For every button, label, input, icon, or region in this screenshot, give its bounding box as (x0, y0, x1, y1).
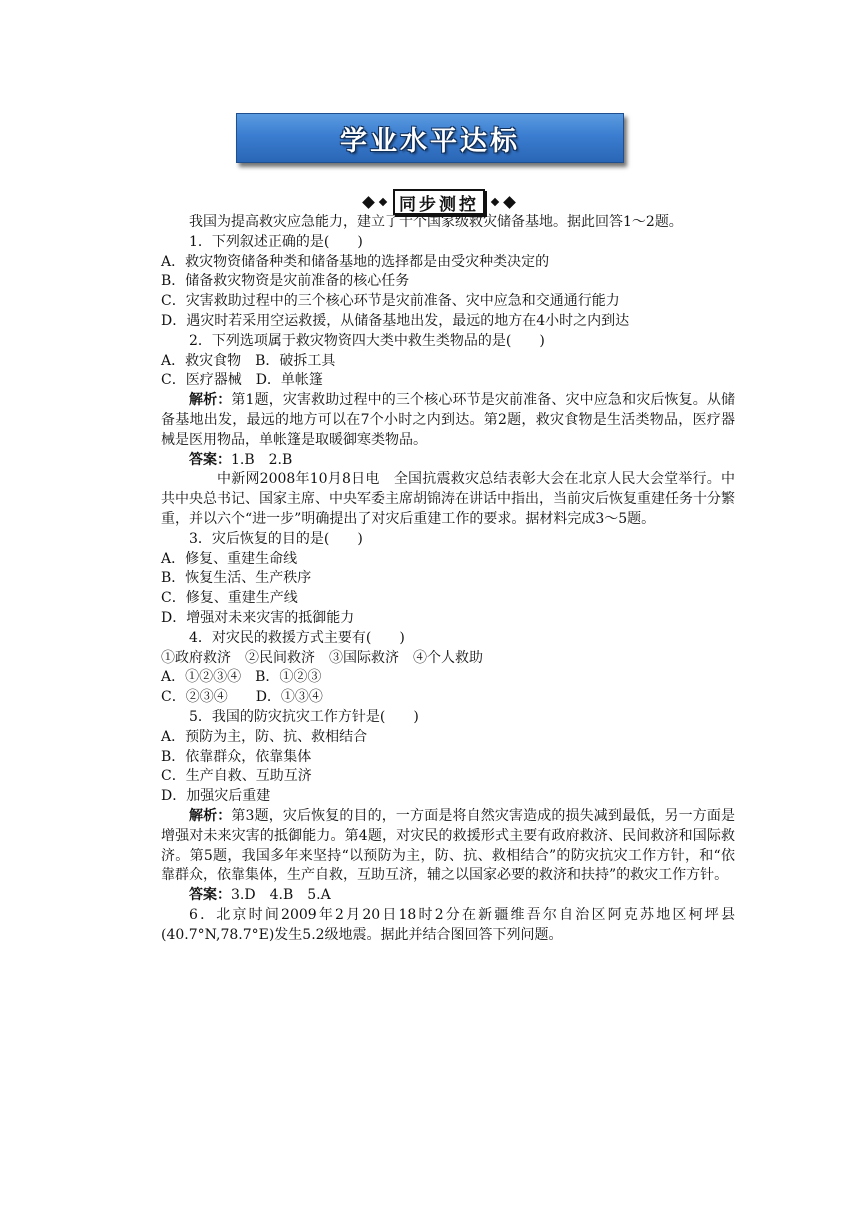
answer-line (161, 451, 735, 471)
option-a: A．预防为主，防、抗、救相结合 (161, 728, 368, 745)
option-c: C．修复、重建生产线 (161, 590, 298, 607)
analysis-label: 解析： (189, 807, 232, 824)
answer-label: 答案： (189, 887, 231, 904)
option-d: D．增强对未来灾害的抵御能力 (161, 609, 355, 626)
option-d: D．加强灾后重建 (161, 788, 271, 805)
intro-paragraph: 中新网2008年10月8日电 全国抗震救灾总结表彰大会在北京人民大会堂举行。中共中央总书记、国家主席、中央军委主席胡锦涛在讲话中指出，当前灾后恢复重建任务十分繁重，并以六个“进一步”明确提出了对灾后重建工作的要求。据材料完成3～5题。 (161, 471, 735, 527)
question-stem: 6．北京时间2009年2月20日18时2分在新疆维吾尔自治区阿克苏地区柯坪县(40.7°N,78.7°E)发生5.2级地震。据此并结合图回答下列问题。 (161, 906, 735, 943)
analysis-text: 第1题，灾害救助过程中的三个核心环节是灾前准备、灾中应急和灾后恢复。从储备基地出发，最远的地方可以在7个小时之内到达。第2题，救灾食物是生活类物品，医疗器械是医用物品，单帐篷是取暖御寒类物品。 (161, 392, 736, 448)
option-b: B．储备救灾物资是灾前准备的核心任务 (161, 273, 410, 290)
answer-line (161, 886, 735, 906)
option-a: A．修复、重建生命线 (161, 550, 298, 567)
diamond-icon (491, 198, 499, 206)
title-banner (236, 113, 624, 163)
options-ab: A．①②③④ B．①②③ (161, 669, 322, 686)
question-stem: 2．下列选项属于救灾物资四大类中救生类物品的是( ) (189, 332, 545, 349)
options-cd: C．②③④ D．①③④ (161, 689, 323, 706)
intro-paragraph: 我国为提高救灾应急能力，建立了十个国家级救灾储备基地。据此回答1～2题。 (189, 214, 683, 230)
question-stem: 5．我国的防灾抗灾工作方针是( ) (189, 708, 419, 725)
diamond-icon (503, 196, 516, 209)
question-stem: 1．下列叙述正确的是( ) (189, 233, 363, 250)
options-ab: A．救灾食物 B．破拆工具 (161, 352, 336, 369)
analysis-text: 第3题，灾后恢复的目的，一方面是将自然灾害造成的损失减到最低，另一方面是增强对未来灾害的抵御能力。第4题，对灾民的救援形式主要有政府救济、民间救济和国际救济。第5题，我国多年来坚持“以预防为主，防、抗、救相结合”的防灾抗灾工作方针，和“依靠群众，依靠集体，生产自救，互助互济，辅之以国家必要的救济和扶持”的救灾工作方针。 (161, 807, 736, 884)
option-b: B．恢复生活、生产秩序 (161, 570, 312, 587)
answer-label: 答案： (189, 451, 231, 468)
option-c: C．生产自救、互助互济 (161, 768, 312, 785)
options-cd: C．医疗器械 D．单帐篷 (161, 372, 323, 389)
option-a: A．救灾物资储备种类和储备基地的选择都是由受灾种类决定的 (161, 253, 550, 270)
question-stem: 3．灾后恢复的目的是( ) (189, 530, 363, 547)
diamond-icon (362, 196, 375, 209)
question-content (161, 213, 735, 945)
banner-title: 学业水平达标 (340, 125, 520, 157)
option-c: C．灾害救助过程中的三个核心环节是灾前准备、灾中应急和交通通行能力 (161, 293, 620, 310)
answer-text: 3.D 4.B 5.A (231, 887, 331, 904)
section-heading (360, 190, 518, 214)
option-b: B．依靠群众，依靠集体 (161, 748, 312, 765)
diamond-icon (379, 198, 387, 206)
choice-items: ①政府救济 ②民间救济 ③国际救济 ④个人救助 (161, 649, 483, 666)
analysis-label: 解析： (189, 392, 232, 409)
question-stem: 4．对灾民的救援方式主要有( ) (189, 629, 405, 646)
answer-text: 1.B 2.B (231, 451, 293, 468)
analysis-paragraph (161, 807, 735, 886)
analysis-paragraph (161, 391, 735, 450)
section-title: 同步测控 (393, 189, 485, 215)
option-d: D．遇灾时若采用空运救援，从储备基地出发，最远的地方在4小时之内到达 (161, 312, 630, 329)
